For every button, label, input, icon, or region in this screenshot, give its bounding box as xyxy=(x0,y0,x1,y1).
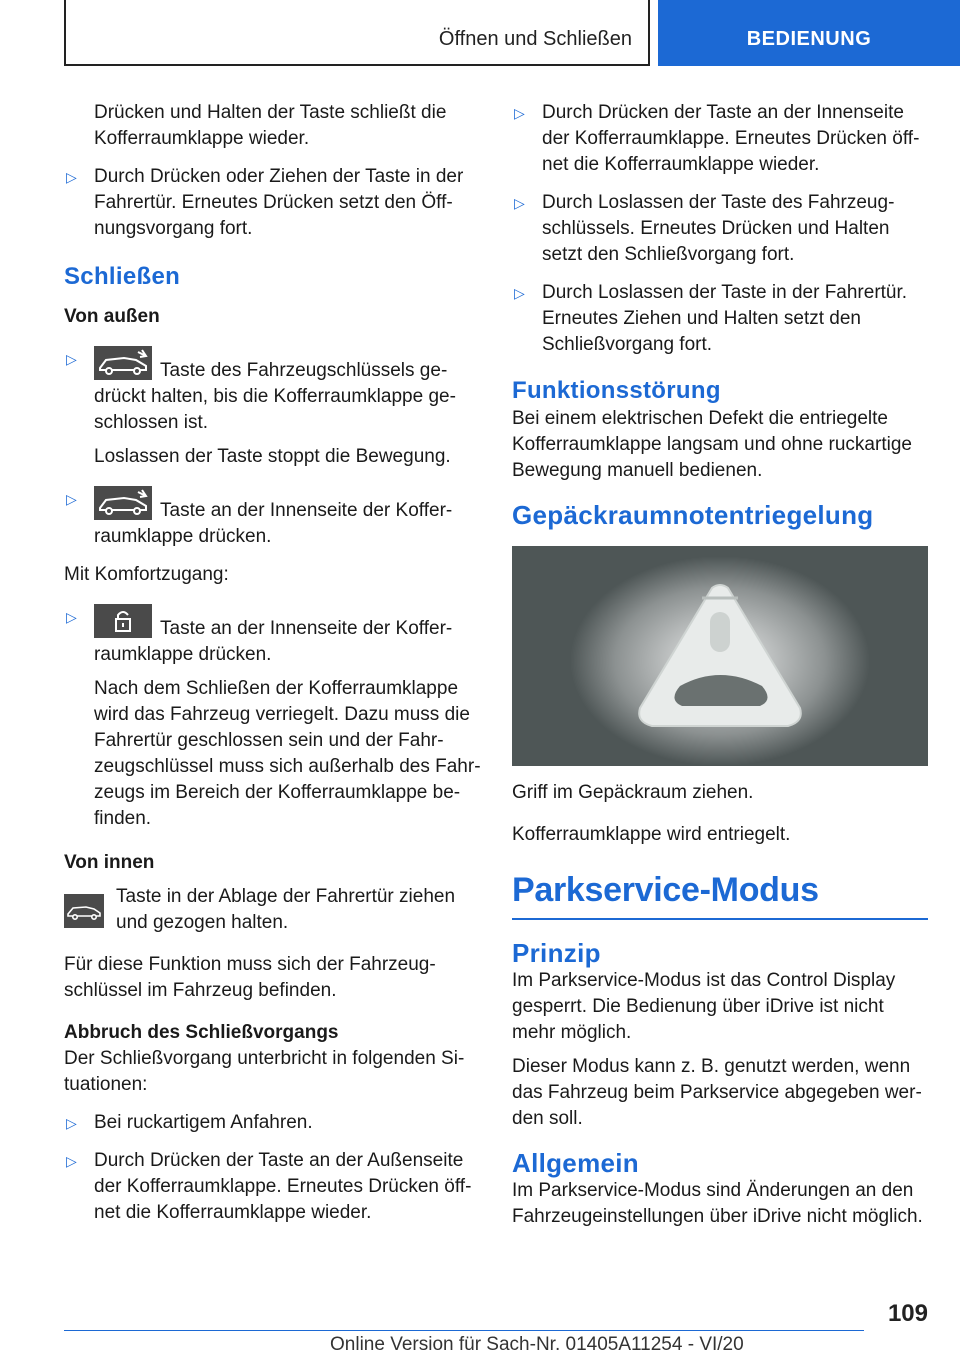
bullet-triangle-icon: ▷ xyxy=(66,491,77,507)
list-item-text: Durch Loslassen der Taste in der Fahrertür. Erneutes Ziehen und Halten setzt den Schließvorgang fort. xyxy=(542,282,908,355)
bullet-triangle-icon: ▷ xyxy=(66,1153,77,1169)
innen-block xyxy=(64,884,484,936)
list-item xyxy=(512,100,928,178)
left-column xyxy=(64,100,484,1226)
heading-prinzip: Prinzip xyxy=(512,938,601,968)
page-number: 109 xyxy=(887,1300,928,1327)
list-item-text: Taste an der Innenseite der Kofferraumklappe drücken. xyxy=(94,500,453,547)
list-item-text: Bei ruckartigem Anfahren. xyxy=(94,1112,313,1133)
paragraph: Im Parkservice-Modus sind Änderungen an den Fahrzeugeinstellungen über iDrive nicht möglich. xyxy=(512,1180,923,1227)
list-item xyxy=(64,346,484,436)
list-item xyxy=(512,190,928,268)
footer-divider xyxy=(64,1330,864,1331)
bullet-triangle-icon: ▷ xyxy=(514,195,525,211)
list-item xyxy=(512,280,928,358)
paragraph: Dieser Modus kann z. B. genutzt werden, wenn das Fahrzeug beim Parkservice abgegeben werden soll. xyxy=(512,1056,922,1129)
paragraph: Kofferraumklappe wird entriegelt. xyxy=(512,824,791,845)
tailgate-car-icon xyxy=(94,486,152,520)
bullet-triangle-icon: ▷ xyxy=(66,1115,77,1131)
footer-online-version: Online Version für Sach-Nr. 01405A11254 - VI/20 xyxy=(330,1334,744,1355)
list-item-text: Durch Drücken der Taste an der Innenseite der Kofferraumklappe. Erneutes Drücken öffnet die Kofferraumklappe wieder. xyxy=(542,102,920,175)
heading-allgemein: Allgemein xyxy=(512,1148,639,1178)
heading-parkservice-modus: Parkservice-Modus xyxy=(512,868,928,920)
list-item xyxy=(64,1148,484,1226)
paragraph: Loslassen der Taste stoppt die Bewegung. xyxy=(94,446,451,467)
section-title: BEDIENUNG xyxy=(746,28,872,50)
bullet-triangle-icon: ▷ xyxy=(514,285,525,301)
chapter-title: Öffnen und Schließen xyxy=(438,28,632,50)
list-item-text: Taste an der Innenseite der Kofferraumklappe drücken. xyxy=(94,618,453,665)
heading-gepaeckraumnotentriegelung: Gepäckraumnotentriegelung xyxy=(512,500,874,530)
list-item xyxy=(64,604,484,668)
bullet-triangle-icon: ▷ xyxy=(66,169,77,185)
paragraph: Taste in der Ablage der Fahrertür ziehen und gezogen halten. xyxy=(116,886,456,933)
bullet-triangle-icon: ▷ xyxy=(66,609,77,625)
paragraph: Der Schließvorgang unterbricht in folgenden Situationen: xyxy=(64,1048,465,1095)
photo-caption: Griff im Gepäckraum ziehen. xyxy=(512,782,754,803)
list-item-text: Taste des Fahrzeugschlüssels gedrückt halten, bis die Kofferraumklappe geschlossen ist. xyxy=(94,360,456,433)
list-item xyxy=(64,164,484,242)
paragraph: Mit Komfortzugang: xyxy=(64,564,229,585)
subheading-von-aussen: Von außen xyxy=(64,306,160,327)
paragraph: Drücken und Halten der Taste schließt die Kofferraumklappe wieder. xyxy=(94,102,447,149)
subheading-von-innen: Von innen xyxy=(64,852,155,873)
list-item xyxy=(64,486,484,550)
heading-funktionsstoerung: Funktionsstörung xyxy=(512,377,721,404)
tailgate-car-icon xyxy=(94,346,152,380)
paragraph: Nach dem Schließen der Kofferraumklappe wird das Fahrzeug verriegelt. Dazu muss die Fahrertür geschlossen sein und der Fahrzeugschlüssel muss sich außerhalb des Fahrzeugs im Bereich der Kofferraumklappe befinden. xyxy=(94,678,481,829)
paragraph: Für diese Funktion muss sich der Fahrzeugschlüssel im Fahrzeug befinden. xyxy=(64,954,436,1001)
list-item-text: Durch Loslassen der Taste des Fahrzeugschlüssels. Erneutes Drücken und Halten setzt den Schließvorgang fort. xyxy=(542,192,895,265)
paragraph: Bei einem elektrischen Defekt die entriegelte Kofferraumklappe langsam und ohne ruckartige Bewegung manuell bedienen. xyxy=(512,408,912,481)
list-item xyxy=(64,1110,484,1136)
trunk-release-handle-photo xyxy=(512,546,928,766)
subheading-abbruch: Abbruch des Schließvorgangs xyxy=(64,1022,339,1043)
bullet-triangle-icon: ▷ xyxy=(66,351,77,367)
right-column xyxy=(512,100,928,1230)
paragraph: Im Parkservice-Modus ist das Control Display gesperrt. Die Bedienung über iDrive ist nicht mehr möglich. xyxy=(512,970,896,1043)
list-item-text: Durch Drücken oder Ziehen der Taste in der Fahrertür. Erneutes Drücken setzt den Öffnungsvorgang fort. xyxy=(94,166,464,239)
car-small-icon xyxy=(64,894,104,928)
heading-schliessen: Schließen xyxy=(64,263,181,290)
header-section-tab xyxy=(658,0,960,66)
list-item-text: Durch Drücken der Taste an der Außenseite der Kofferraumklappe. Erneutes Drücken öffnet die Kofferraumklappe wieder. xyxy=(94,1150,472,1223)
lock-icon xyxy=(94,604,152,638)
header-chapter-box xyxy=(64,0,650,66)
bullet-triangle-icon: ▷ xyxy=(514,105,525,121)
